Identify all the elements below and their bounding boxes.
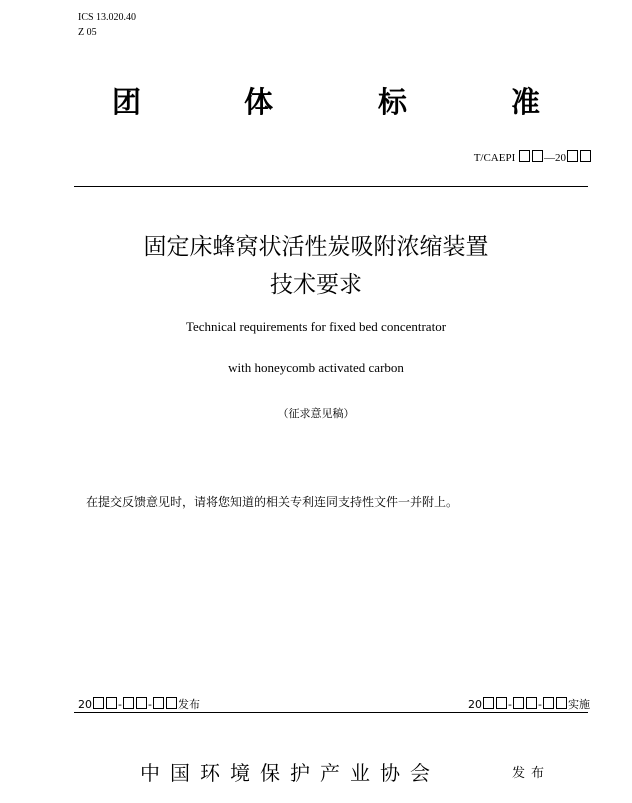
ics-code: ICS 13.020.40 [78, 12, 137, 23]
class-code: Z 05 [78, 27, 97, 38]
placeholder-box [166, 697, 177, 709]
issue-suffix: 发布 [177, 698, 200, 711]
patent-notice: 在提交反馈意见时，请将您知道的相关专利连同支持性文件一并附上。 [86, 495, 459, 509]
placeholder-box [580, 150, 591, 162]
placeholder-box [513, 697, 524, 709]
placeholder-box [93, 697, 104, 709]
document-title-line-2: 技术要求 [270, 272, 362, 298]
placeholder-box [123, 697, 134, 709]
standard-type-heading [0, 80, 632, 120]
standard-type-char: 团 [112, 85, 142, 119]
implement-year-prefix: 20 [468, 698, 483, 711]
document-title-line-1: 固定床蜂窝状活性炭吸附浓缩装置 [143, 234, 489, 260]
standard-type-char: 准 [511, 85, 541, 119]
placeholder-box [153, 697, 164, 709]
ics-classification [78, 10, 136, 40]
issuing-organization: 中国环境保护产业协会 [140, 761, 440, 785]
placeholder-box [496, 697, 507, 709]
placeholder-box [543, 697, 554, 709]
placeholder-box [567, 150, 578, 162]
draft-label: （征求意见稿） [277, 407, 355, 420]
standard-type-char: 标 [378, 85, 408, 119]
publish-label: 发布 [512, 766, 551, 781]
english-title-line-2: with honeycomb activated carbon [228, 360, 404, 375]
placeholder-box [526, 697, 537, 709]
standard-number [474, 150, 592, 164]
english-title-line-1: Technical requirements for fixed bed concentrator [185, 319, 447, 334]
implement-suffix: 实施 [568, 698, 590, 711]
placeholder-box [556, 697, 567, 709]
placeholder-box [483, 697, 494, 709]
issue-year-prefix: 20 [78, 698, 92, 711]
standard-dash: — [544, 152, 555, 164]
placeholder-box [106, 697, 117, 709]
standard-prefix: T/CAEPI [473, 152, 516, 164]
placeholder-box [519, 150, 530, 162]
standard-year-prefix: 20 [555, 152, 566, 164]
standard-type-char: 体 [244, 85, 274, 119]
issue-date: 20 - - 发布 [78, 698, 200, 711]
placeholder-box [532, 150, 543, 162]
header-divider [74, 186, 588, 187]
implementation-date: 20 - - 实施 [468, 698, 590, 711]
placeholder-box [136, 697, 147, 709]
footer-divider [74, 712, 588, 713]
